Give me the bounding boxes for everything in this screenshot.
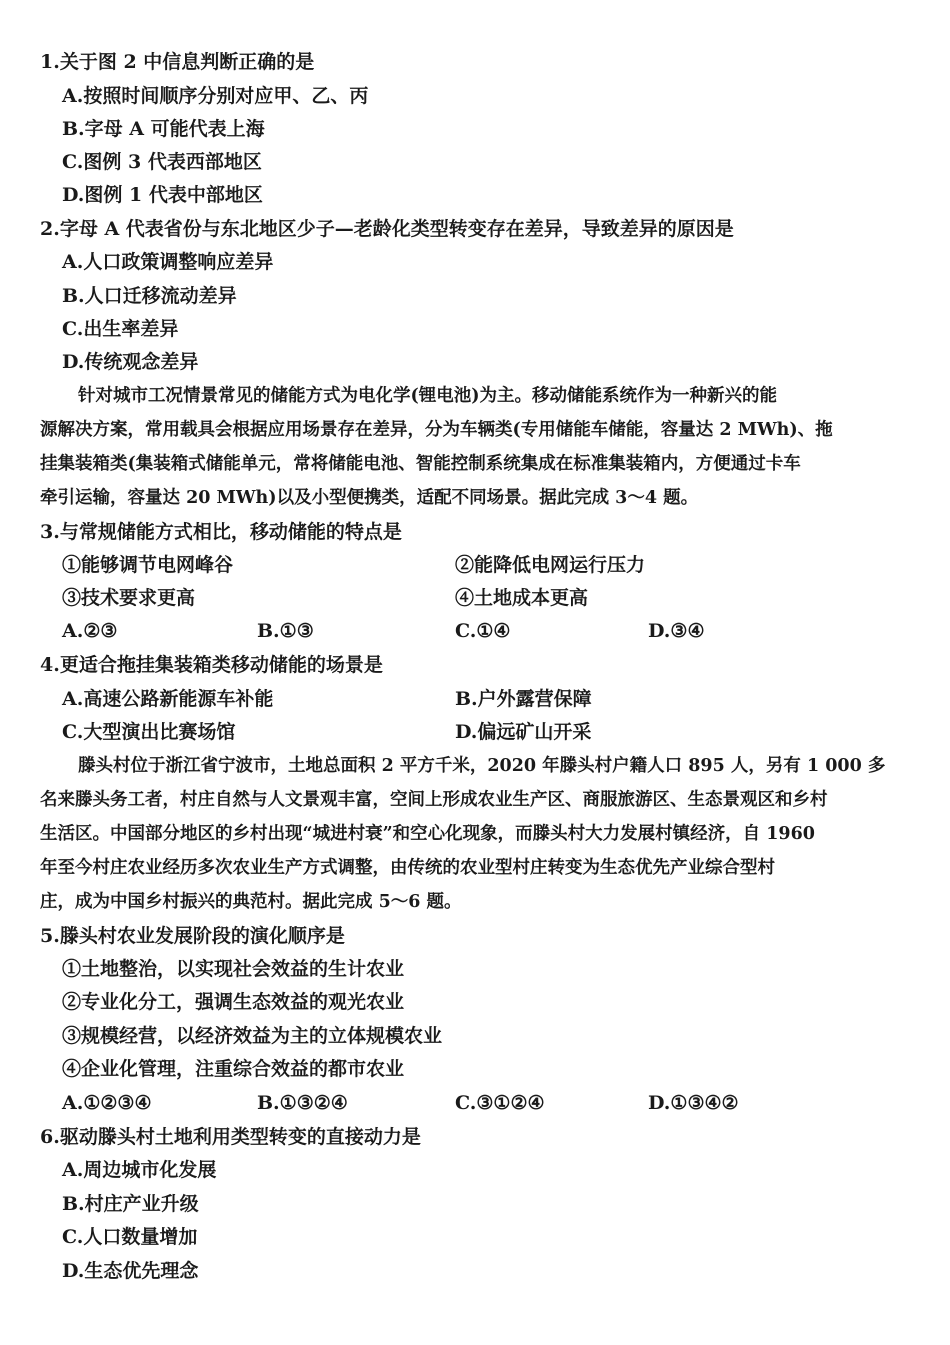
passage1-line: 牵引运输，容量达 20 MWh)以及小型便携类，适配不同场景。据此完成 3～4 题。 bbox=[40, 488, 699, 508]
q1-option-a: A.按照时间顺序分别对应甲、乙、丙 bbox=[62, 85, 369, 107]
q5-statement-4: ④企业化管理，注重综合效益的都市农业 bbox=[62, 1058, 405, 1080]
q3-option-a: A.②③ bbox=[62, 620, 118, 642]
q1-option-d: D.图例 1 代表中部地区 bbox=[62, 184, 263, 206]
q2-option-a: A.人口政策调整响应差异 bbox=[62, 251, 274, 273]
q4-option-d: D.偏远矿山开采 bbox=[455, 721, 592, 743]
q5-option-a: A.①②③④ bbox=[62, 1092, 152, 1114]
q5-option-c: C.③①②④ bbox=[455, 1092, 545, 1114]
q6-option-a: A.周边城市化发展 bbox=[62, 1159, 217, 1181]
q6-option-b: B.村庄产业升级 bbox=[62, 1193, 199, 1215]
q3-stem: 3.与常规储能方式相比，移动储能的特点是 bbox=[40, 521, 402, 543]
q6-option-c: C.人口数量增加 bbox=[62, 1226, 198, 1248]
q5-stem: 5.滕头村农业发展阶段的演化顺序是 bbox=[40, 925, 345, 947]
q2-option-c: C.出生率差异 bbox=[62, 318, 179, 340]
q5-option-b: B.①③②④ bbox=[257, 1092, 348, 1114]
q6-stem: 6.驱动滕头村土地利用类型转变的直接动力是 bbox=[40, 1126, 421, 1148]
q2-stem: 2.字母 A 代表省份与东北地区少子—老龄化类型转变存在差异，导致差异的原因是 bbox=[40, 218, 734, 240]
passage2-line: 名来滕头务工者，村庄自然与人文景观丰富，空间上形成农业生产区、商服旅游区、生态景观区和乡村 bbox=[40, 790, 828, 810]
q5-statement-2: ②专业化分工，强调生态效益的观光农业 bbox=[62, 991, 405, 1013]
q4-option-c: C.大型演出比赛场馆 bbox=[62, 721, 236, 743]
q3-statement-2: ②能降低电网运行压力 bbox=[455, 554, 646, 576]
q5-statement-3: ③规模经营，以经济效益为主的立体规模农业 bbox=[62, 1025, 443, 1047]
q3-statement-3: ③技术要求更高 bbox=[62, 587, 196, 609]
q3-option-d: D.③④ bbox=[648, 620, 705, 642]
q2-option-b: B.人口迁移流动差异 bbox=[62, 285, 237, 307]
q1-stem: 1.关于图 2 中信息判断正确的是 bbox=[40, 51, 315, 73]
passage2-line: 生活区。中国部分地区的乡村出现“城进村衰”和空心化现象，而滕头村大力发展村镇经济，自 1960 bbox=[40, 824, 815, 844]
q6-option-d: D.生态优先理念 bbox=[62, 1260, 199, 1282]
q3-option-b: B.①③ bbox=[257, 620, 314, 642]
passage1-line: 源解决方案，常用载具会根据应用场景存在差异，分为车辆类(专用储能车储能，容量达 2 MWh)、拖 bbox=[40, 420, 833, 440]
q4-option-b: B.户外露营保障 bbox=[455, 688, 592, 710]
q1-option-b: B.字母 A 可能代表上海 bbox=[62, 118, 265, 140]
passage2-line: 年至今村庄农业经历多次农业生产方式调整，由传统的农业型村庄转变为生态优先产业综合型村 bbox=[40, 858, 775, 878]
q4-stem: 4.更适合拖挂集装箱类移动储能的场景是 bbox=[40, 654, 383, 676]
q3-option-c: C.①④ bbox=[455, 620, 511, 642]
passage2-line: 滕头村位于浙江省宁波市，土地总面积 2 平方千米，2020 年滕头村户籍人口 895 人，另有 1 000 多 bbox=[78, 756, 886, 776]
q3-statement-4: ④土地成本更高 bbox=[455, 587, 589, 609]
q2-option-d: D.传统观念差异 bbox=[62, 351, 199, 373]
q3-statement-1: ①能够调节电网峰谷 bbox=[62, 554, 234, 576]
q5-option-d: D.①③④② bbox=[648, 1092, 739, 1114]
q5-statement-1: ①土地整治，以实现社会效益的生计农业 bbox=[62, 958, 405, 980]
passage1-line: 针对城市工况情景常见的储能方式为电化学(锂电池)为主。移动储能系统作为一种新兴的能 bbox=[78, 386, 778, 406]
passage1-line: 挂集装箱类(集装箱式储能单元，常将储能电池、智能控制系统集成在标准集装箱内，方便通过卡车 bbox=[40, 454, 801, 474]
passage2-line: 庄，成为中国乡村振兴的典范村。据此完成 5～6 题。 bbox=[40, 892, 462, 912]
q1-option-c: C.图例 3 代表西部地区 bbox=[62, 151, 262, 173]
q4-option-a: A.高速公路新能源车补能 bbox=[62, 688, 274, 710]
